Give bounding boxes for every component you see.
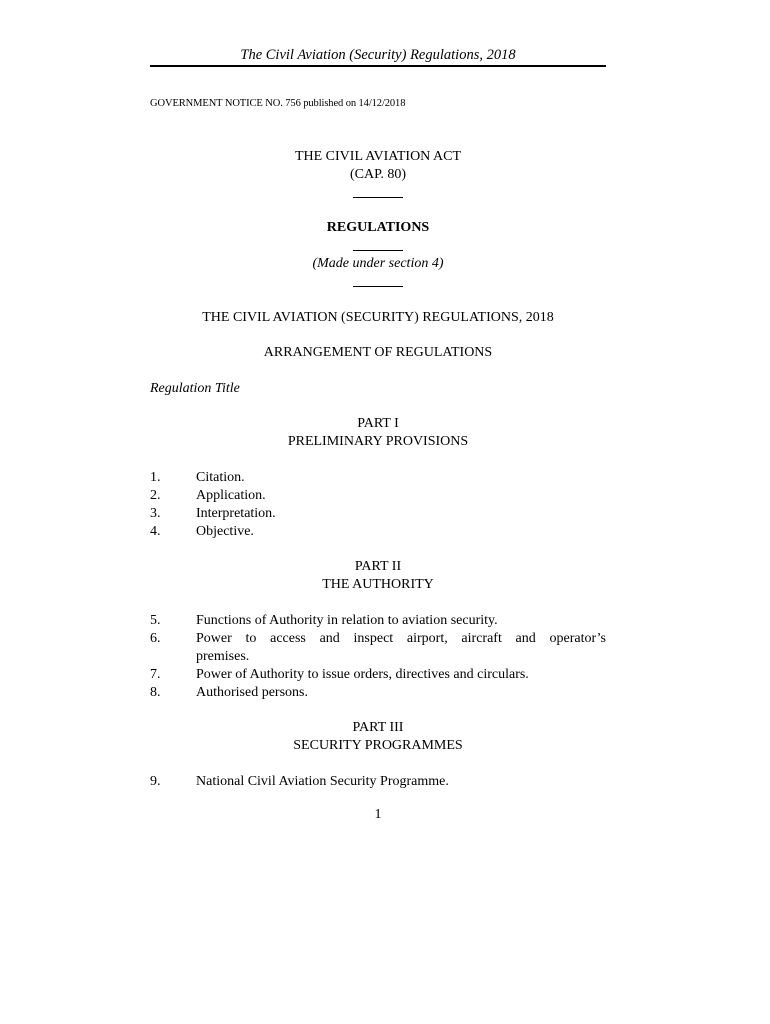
act-cap: (CAP. 80) bbox=[349, 167, 406, 182]
list-item bbox=[150, 773, 606, 791]
item-number: 9. bbox=[150, 774, 161, 789]
regulations-heading: REGULATIONS bbox=[326, 220, 430, 235]
item-number: 8. bbox=[150, 685, 161, 700]
item-number: 6. bbox=[150, 631, 161, 646]
regulation-title-label: Regulation Title bbox=[150, 381, 240, 396]
item-text: Interpretation. bbox=[196, 506, 276, 521]
part-3-list bbox=[150, 773, 606, 791]
list-item bbox=[150, 523, 606, 541]
divider-rule-2 bbox=[353, 250, 403, 251]
part-2-heading: THE AUTHORITY bbox=[322, 577, 434, 592]
page-number: 1 bbox=[374, 807, 382, 822]
part-3-label: PART III bbox=[352, 720, 404, 735]
header-rule bbox=[150, 65, 606, 67]
part-1-list bbox=[150, 469, 606, 541]
list-item bbox=[150, 487, 606, 505]
made-under-line: (Made under section 4) bbox=[312, 256, 444, 271]
document-page bbox=[150, 0, 606, 1024]
item-number: 4. bbox=[150, 524, 161, 539]
part-2-list bbox=[150, 612, 606, 702]
item-text: Power to access and inspect airport, aircraft and operator’s bbox=[196, 631, 606, 646]
item-number: 3. bbox=[150, 506, 161, 521]
list-item bbox=[150, 505, 606, 523]
act-title: THE CIVIL AVIATION ACT bbox=[294, 149, 462, 164]
running-header: The Civil Aviation (Security) Regulations, 2018 bbox=[240, 47, 516, 63]
item-text: Power of Authority to issue orders, directives and circulars. bbox=[196, 667, 529, 682]
divider-rule-1 bbox=[353, 197, 403, 198]
list-item bbox=[150, 469, 606, 487]
item-text: Application. bbox=[196, 488, 266, 503]
part-2-label: PART II bbox=[354, 559, 402, 574]
item-text: Objective. bbox=[196, 524, 254, 539]
list-item bbox=[150, 630, 606, 666]
government-notice-line: GOVERNMENT NOTICE NO. 756 published on 14/12/2018 bbox=[150, 98, 406, 109]
item-number: 2. bbox=[150, 488, 161, 503]
item-number: 1. bbox=[150, 470, 161, 485]
item-text: Citation. bbox=[196, 470, 245, 485]
part-1-label: PART I bbox=[357, 416, 399, 431]
part-3-heading: SECURITY PROGRAMMES bbox=[293, 738, 463, 753]
list-item bbox=[150, 666, 606, 684]
arrangement-heading: ARRANGEMENT OF REGULATIONS bbox=[263, 345, 493, 360]
part-1-heading: PRELIMINARY PROVISIONS bbox=[287, 434, 469, 449]
list-item bbox=[150, 684, 606, 702]
item-number: 7. bbox=[150, 667, 161, 682]
item-text: Functions of Authority in relation to aviation security. bbox=[196, 613, 498, 628]
item-text: National Civil Aviation Security Programme. bbox=[196, 774, 449, 789]
item-number: 5. bbox=[150, 613, 161, 628]
item-text-continuation: premises. bbox=[196, 649, 250, 664]
divider-rule-3 bbox=[353, 286, 403, 287]
regulations-title: THE CIVIL AVIATION (SECURITY) REGULATIONS, 2018 bbox=[202, 310, 554, 325]
list-item bbox=[150, 612, 606, 630]
item-text: Authorised persons. bbox=[196, 685, 308, 700]
